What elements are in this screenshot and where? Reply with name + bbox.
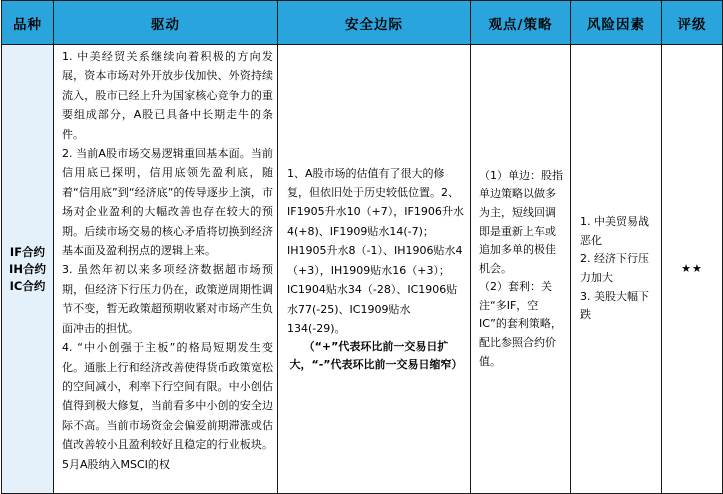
header-risk-factors: 风险因素: [571, 1, 662, 45]
driver-item-3: 3. 虽然年初以来多项经济数据超市场预期，但经济下行压力仍在，政策逆周期性调节不变，暂无政策超预期收紧对市场产生负面冲击的担忧。: [62, 263, 273, 335]
product-ic: IC合约: [9, 278, 46, 293]
header-safety-margin: 安全边际: [278, 1, 471, 45]
view-item-1: （1）单边：股指单边策略以做多为主，短线回调即是重新上车或追加多单的极佳机会。: [479, 168, 563, 275]
safety-margin-text: 1、A股市场的估值有了很大的修复，但依旧处于历史较低位置。2、IF1905升水10（+7），IF1906升水4(+8)、IF1909贴水14(-7)；IH1905升水8（-1）、IH1906贴水4（+3），IH1909贴水16（+3）；IC1904贴水34（-28）、IC1906贴水77(-25)、IC1909贴水134(-29)。: [287, 166, 464, 335]
product-cell: [2, 45, 54, 494]
driver-item-4: 4. “中小创强于主板”的格局短期发生变化。通胀上行和经济改善使得货币政策宽松的空间减小，利率下行空间有限。中小创估值得到极大修复，当前看多中小创的安全边际不高。当前市场资金会偏爱前期滞涨或估值改善较小且盈利较好且稳定的行业板块。5月A股纳入MSCI的权: [62, 341, 273, 471]
drivers-cell: [54, 45, 278, 494]
risk-item-2: 2. 经济下行压力加大: [580, 252, 649, 284]
safety-margin-note: （“+”代表环比前一交易日扩大，“-”代表环比前一交易日缩窄）: [289, 340, 463, 372]
view-strategy-cell: [471, 45, 571, 494]
header-rating: 评级: [662, 1, 723, 45]
header-row: [2, 1, 723, 45]
product-ih: IH合约: [9, 261, 46, 276]
risk-factors-cell: [571, 45, 662, 494]
risk-item-1: 1. 中美贸易战恶化: [580, 215, 649, 247]
header-drivers: 驱动: [54, 1, 278, 45]
safety-margin-cell: [278, 45, 471, 494]
rating-stars: ★★: [681, 262, 703, 276]
driver-item-1: 1. 中美经贸关系继续向着积极的方向发展，资本市场对外开放步伐加快、外资持续流入，股市已经上升为国家核心竞争力的重要组成部分，A股已具备中长期走牛的条件。: [62, 50, 273, 141]
risk-item-3: 3. 美股大幅下跌: [580, 289, 649, 322]
product-if: IF合约: [9, 244, 46, 259]
futures-strategy-table: [1, 0, 723, 494]
driver-item-2: 2. 当前A股市场交易逻辑重回基本面。当前信用底已探明，信用底领先盈利底，随着“信用底”到“经济底”的传导逐步上演，市场对企业盈利的大幅改善也存在较大的预期。后续市场交易的核心矛盾将切换到经济基本面及盈利拐点的逻辑上来。: [62, 147, 273, 258]
header-view-strategy: 观点/策略: [471, 1, 571, 45]
view-item-2: （2）套利：关注“多IF，空IC”的套利策略，配比参照合约价值。: [479, 280, 562, 368]
rating-cell: [662, 45, 723, 494]
table-row: [2, 45, 723, 494]
header-product: 品种: [2, 1, 54, 45]
